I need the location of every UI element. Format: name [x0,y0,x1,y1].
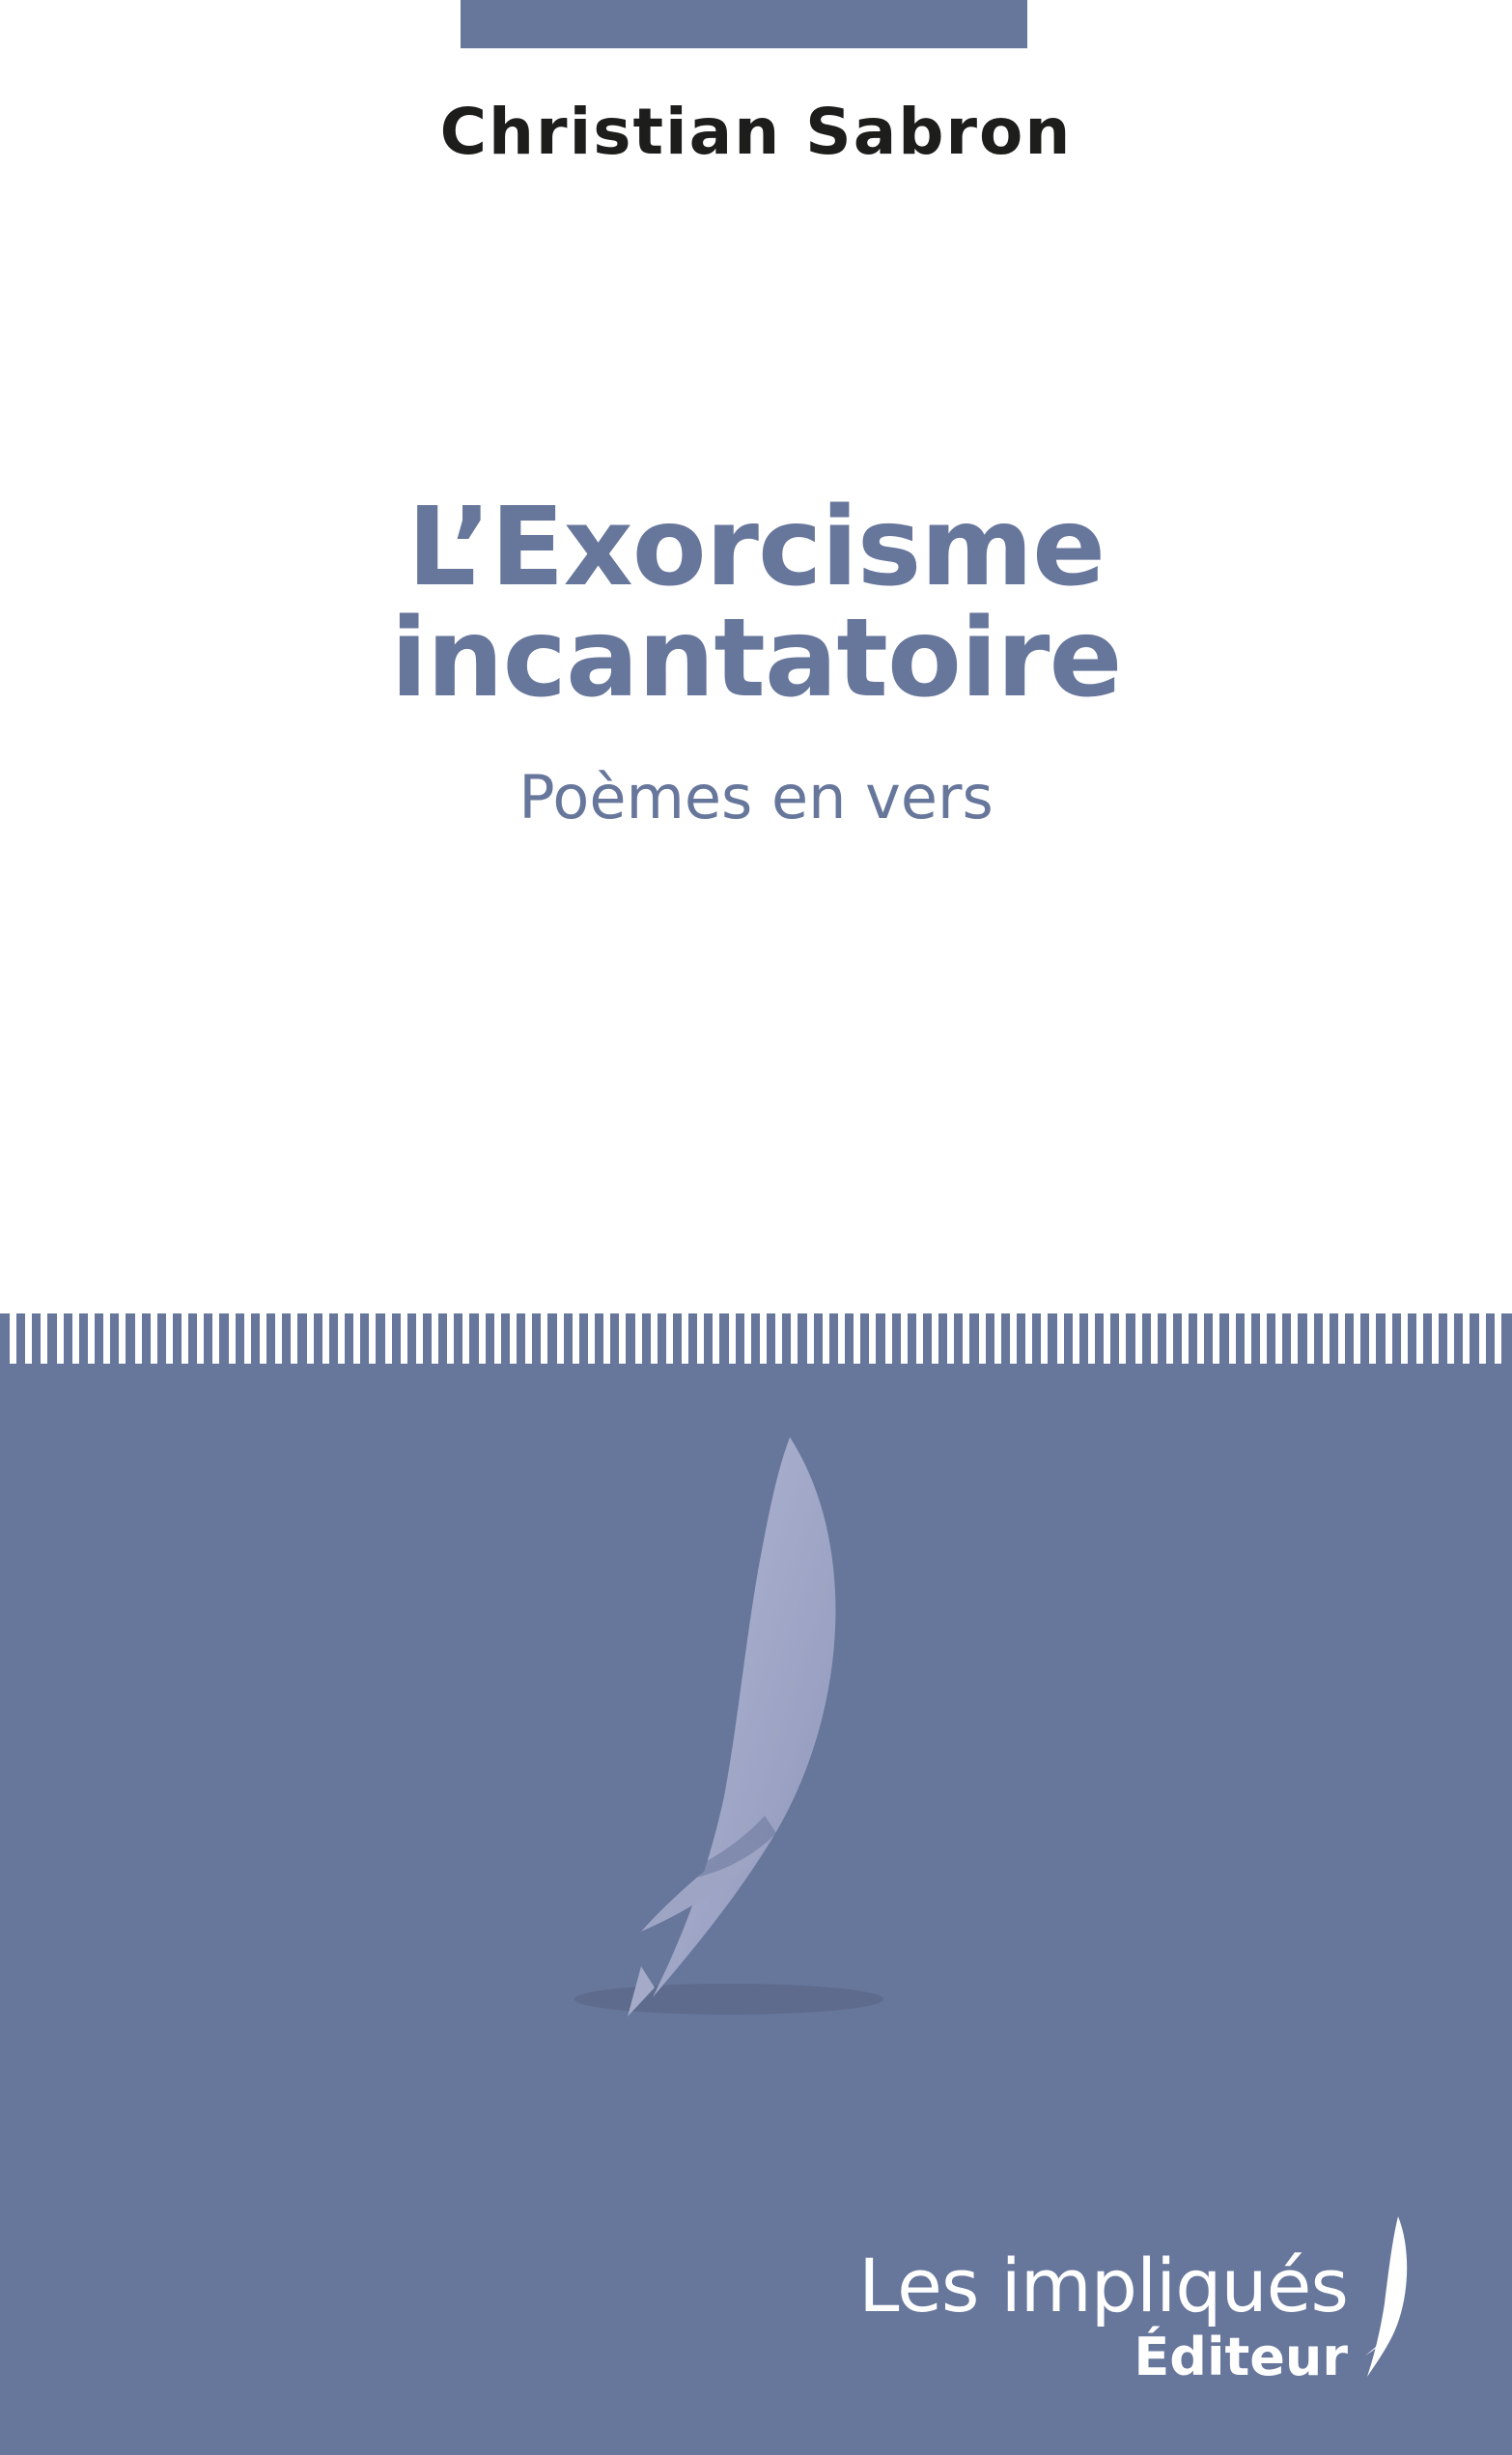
comb-tick [25,1313,32,1364]
comb-tick [525,1313,532,1364]
comb-tick [1338,1313,1345,1364]
comb-tick [697,1313,704,1364]
comb-tick [1057,1313,1064,1364]
comb-tick [807,1313,814,1364]
comb-tick [979,1313,986,1364]
comb-tick [916,1313,923,1364]
comb-tick [838,1313,845,1364]
comb-tick [1229,1313,1236,1364]
comb-tick [197,1313,204,1364]
comb-tick [557,1313,564,1364]
comb-tick [823,1313,829,1364]
comb-tick [1416,1313,1423,1364]
comb-tick [291,1313,297,1364]
comb-tick [603,1313,610,1364]
comb-tick [588,1313,595,1364]
comb-tick [432,1313,438,1364]
comb-tick [1135,1313,1142,1364]
comb-tick [385,1313,392,1364]
book-subtitle: Poèmes en vers [518,761,994,832]
comb-tick [119,1313,126,1364]
comb-tick [854,1313,860,1364]
comb-tick [651,1313,658,1364]
comb-tick [10,1313,16,1364]
publisher-role: Éditeur [1134,2326,1348,2387]
comb-tick [963,1313,969,1364]
comb-tick [41,1313,47,1364]
comb-tick [307,1313,314,1364]
comb-tick [1182,1313,1189,1364]
comb-tick [619,1313,626,1364]
comb-tick [1479,1313,1486,1364]
top-decorative-bar [461,0,1027,48]
comb-tick [416,1313,423,1364]
comb-tick [775,1313,782,1364]
comb-tick [322,1313,329,1364]
comb-tick [994,1313,1001,1364]
comb-tick [462,1313,469,1364]
comb-tick [103,1313,110,1364]
comb-tick [338,1313,345,1364]
comb-tick [1354,1313,1360,1364]
comb-tick [1463,1313,1470,1364]
comb-tick [88,1313,95,1364]
comb-tick [1432,1313,1439,1364]
book-title-line-1: L’Exorcisme [406,485,1106,610]
comb-tick [1073,1313,1079,1364]
comb-tick [541,1313,547,1364]
comb-tick [1245,1313,1251,1364]
comb-tick [666,1313,673,1364]
comb-tick [182,1313,188,1364]
comb-tick [494,1313,501,1364]
comb-tick [401,1313,407,1364]
book-title [0,485,1512,722]
comb-tick [275,1313,282,1364]
comb-tick [932,1313,938,1364]
comb-tick [369,1313,376,1364]
comb-tick [447,1313,454,1364]
book-title-line-2: incantatoire [390,596,1122,722]
comb-tick [1260,1313,1267,1364]
publisher-logo [858,2213,1415,2385]
comb-tick [885,1313,892,1364]
comb-tick [901,1313,908,1364]
comb-tick [729,1313,736,1364]
comb-tick [353,1313,360,1364]
comb-tick [510,1313,517,1364]
comb-tick [260,1313,266,1364]
comb-tick [1104,1313,1110,1364]
comb-tick [166,1313,173,1364]
comb-tick [57,1313,64,1364]
comb-tick [229,1313,236,1364]
comb-tick [1307,1313,1314,1364]
comb-tick [1041,1313,1048,1364]
comb-tick [212,1313,219,1364]
comb-tick [791,1313,798,1364]
comb-tick [1386,1313,1392,1364]
comb-tick [947,1313,954,1364]
comb-tick [1291,1313,1298,1364]
comb-tick [744,1313,751,1364]
title-block [0,485,1512,832]
comb-tick [479,1313,486,1364]
comb-tick [1151,1313,1158,1364]
comb-tick [1495,1313,1501,1364]
comb-tick [1088,1313,1095,1364]
comb-tick [1213,1313,1219,1364]
comb-tick [1401,1313,1408,1364]
comb-tick [151,1313,157,1364]
comb-tick [1010,1313,1017,1364]
feather-mark-icon [1359,2213,1415,2382]
comb-tick [72,1313,79,1364]
comb-tick [1323,1313,1330,1364]
comb-tick [1166,1313,1173,1364]
quill-feather-icon [541,1429,946,2067]
comb-tick [1369,1313,1376,1364]
comb-tick [713,1313,719,1364]
comb-tick [869,1313,876,1364]
comb-tick [244,1313,251,1364]
author-name: Christian Sabron [439,95,1073,169]
publisher-name: Les impliqués [858,2242,1348,2328]
comb-tick [760,1313,767,1364]
comb-tick [135,1313,142,1364]
comb-tick [682,1313,688,1364]
comb-tick [1197,1313,1204,1364]
comb-tick [573,1313,579,1364]
comb-tick [1447,1313,1454,1364]
comb-tick [1119,1313,1126,1364]
comb-tick [1275,1313,1282,1364]
comb-tick [635,1313,642,1364]
comb-tick-strip [0,1313,1512,1373]
comb-tick [1025,1313,1032,1364]
